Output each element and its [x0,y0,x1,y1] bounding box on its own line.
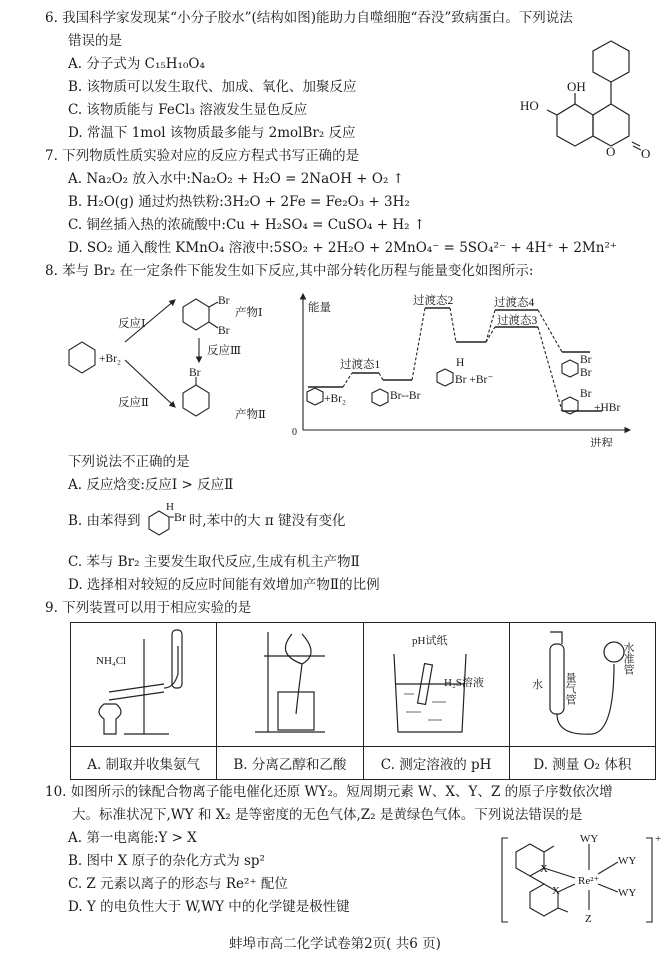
ts2-label: 过渡态2 [413,295,454,307]
oh-label: OH [567,79,586,94]
q8-figure [0,282,670,447]
wy-label: WY [618,887,637,899]
cyclohexadienyl-structure [145,502,189,536]
apparatus-a [71,623,217,747]
q10-stem-cont: 大。标准状况下,WY 和 X₂ 是等密度的无色气体,Z₂ 是黄绿色气体。下列说法错误的是 [72,807,583,823]
br-label: Br [580,388,592,400]
reaction3-label: 反应Ⅲ [207,345,242,357]
q8-option-d: D. 选择相对较短的反应时间能有效增加产物Ⅱ的比例 [68,577,380,593]
complex-label: Br--Br [390,390,421,402]
product1-label: 产物Ⅰ [235,307,263,319]
q7-stem: 7. 下列物质性质实验对应的反应方程式书写正确的是 [45,148,360,164]
energy-axis-label: 能量 [308,302,331,314]
page-footer: 蚌埠市高二化学试卷第2页( 共6 页) [229,936,441,952]
br2-label: +Br₂ [99,353,121,365]
charge-label: + [655,833,662,845]
q6-stem-cont: 错误的是 [68,33,122,49]
caption-d: D. 测量 O₂ 体积 [509,747,655,780]
reaction2-label: 反应Ⅱ [118,397,149,409]
br-label: Br [580,367,592,379]
wy-label: WY [580,833,599,845]
benzene-icon [69,342,95,373]
re-label: Re²⁺ [578,875,600,887]
q7-option-a: A. Na₂O₂ 放入水中:Na₂O₂ + H₂O = 2NaOH + O₂ ↑ [68,171,404,187]
wy-label: WY [618,855,637,867]
q9-stem: 9. 下列装置可以用于相应实验的是 [45,600,252,616]
caption-a: A. 制取并收集氨气 [71,747,217,780]
q8-option-b-text2: 时,苯中的大 π 键没有变化 [188,513,346,529]
apparatus-b [217,623,363,747]
origin-label: 0 [292,427,297,438]
q10-option-d: D. Y 的电负性大于 W,WY 中的化学键是极性键 [68,899,350,915]
ts1-label: 过渡态1 [340,359,381,371]
water-label: 水 [532,678,544,691]
q7-option-b: B. H₂O(g) 通过灼热铁粉:3H₂O + 2Fe = Fe₂O₃ + 3H₂ [68,194,410,210]
apparatus-d [509,623,655,747]
ho-label: HO [520,98,539,113]
x-label: X [552,885,560,897]
q6-option-c: C. 该物质能与 FeCl₃ 溶液发生显色反应 [68,102,308,118]
reaction1-label: 反应Ⅰ [118,318,146,330]
q8-option-c: C. 苯与 Br₂ 主要发生取代反应,生成有机主产物Ⅱ [68,554,360,570]
q8-sub-stem: 下列说法不正确的是 [68,454,190,470]
progress-axis-label: 进程 [590,438,613,447]
q9-apparatus-table [70,622,656,780]
q10-complex-structure [500,832,665,927]
br-label: Br [173,509,186,524]
start-label: +Br₂ [324,393,346,405]
q8-option-b [68,501,346,530]
q6-option-b: B. 该物质可以发生取代、加成、氧化、加聚反应 [68,79,357,95]
h2s-solution-label: H₂S溶液 [444,676,485,689]
x-label: X [540,863,548,875]
q6-option-d: D. 常温下 1mol 该物质最多能与 2molBr₂ 反应 [68,125,356,141]
product1-icon [183,299,209,330]
q10-option-a: A. 第一电离能:Y > X [68,830,197,846]
br-label: Br [218,325,230,337]
q7-option-c: C. 铜丝插入热的浓硫酸中:Cu + H₂SO₄ = CuSO₄ + H₂ ↑ [68,217,426,233]
caption-c: C. 测定溶液的 pH [363,747,509,780]
h-label: H [165,501,174,513]
q10-option-c: C. Z 元素以离子的形态与 Re²⁺ 配位 [68,876,288,892]
z-label: Z [585,913,592,925]
q10-option-b: B. 图中 X 原子的杂化方式为 sp² [68,853,265,869]
ts4-label: 过渡态4 [494,297,535,309]
q6-option-a: A. 分子式为 C₁₅H₁₀O₄ [68,56,205,72]
ph-paper-label: pH试纸 [412,634,448,647]
product2-label: 产物Ⅱ [235,409,266,421]
q7-option-d: D. SO₂ 通入酸性 KMnO₄ 溶液中:5SO₂ + 2H₂O + 2MnO₄⁻ = 5SO₄²⁻ + 4H⁺ + 2Mn²⁺ [68,240,617,256]
q8-option-a: A. 反应焓变:反应Ⅰ > 反应Ⅱ [68,477,234,493]
nh4cl-label: NH₄Cl [95,654,126,667]
gas-tube-label: 量气管 [564,671,577,705]
q8-stem: 8. 苯与 Br₂ 在一定条件下能发生如下反应,其中部分转化历程与能量变化如图所示: [45,263,534,279]
q10-stem: 10. 如图所示的铼配合物离子能电催化还原 WY₂。短周期元素 W、X、Y、Z 的原子序数依次增 [45,784,613,800]
q6-structure [515,38,665,188]
hbr-label: +HBr [594,402,621,414]
q6-stem: 6. 我国科学家发现某“小分子胶水”(结构如图)能助力自噬细胞“吞没”致病蛋白。下列说法 [45,10,573,26]
caption-b: B. 分离乙醇和乙酸 [217,747,363,780]
br-label: Br [580,354,592,366]
product2-icon [183,385,209,416]
ts3-label: 过渡态3 [497,315,538,327]
apparatus-c [363,623,509,747]
o-carbonyl-label: O [641,146,651,161]
level-tube-label: 水准管 [622,641,635,675]
q8-option-b-text1: B. 由苯得到 [68,513,141,529]
o-ring-label: O [606,144,616,159]
inter-h-label: H [456,357,465,369]
br-label: Br [189,367,201,379]
br-label: Br [218,295,230,307]
intermediate-label: Br +Br⁻ [455,374,494,386]
